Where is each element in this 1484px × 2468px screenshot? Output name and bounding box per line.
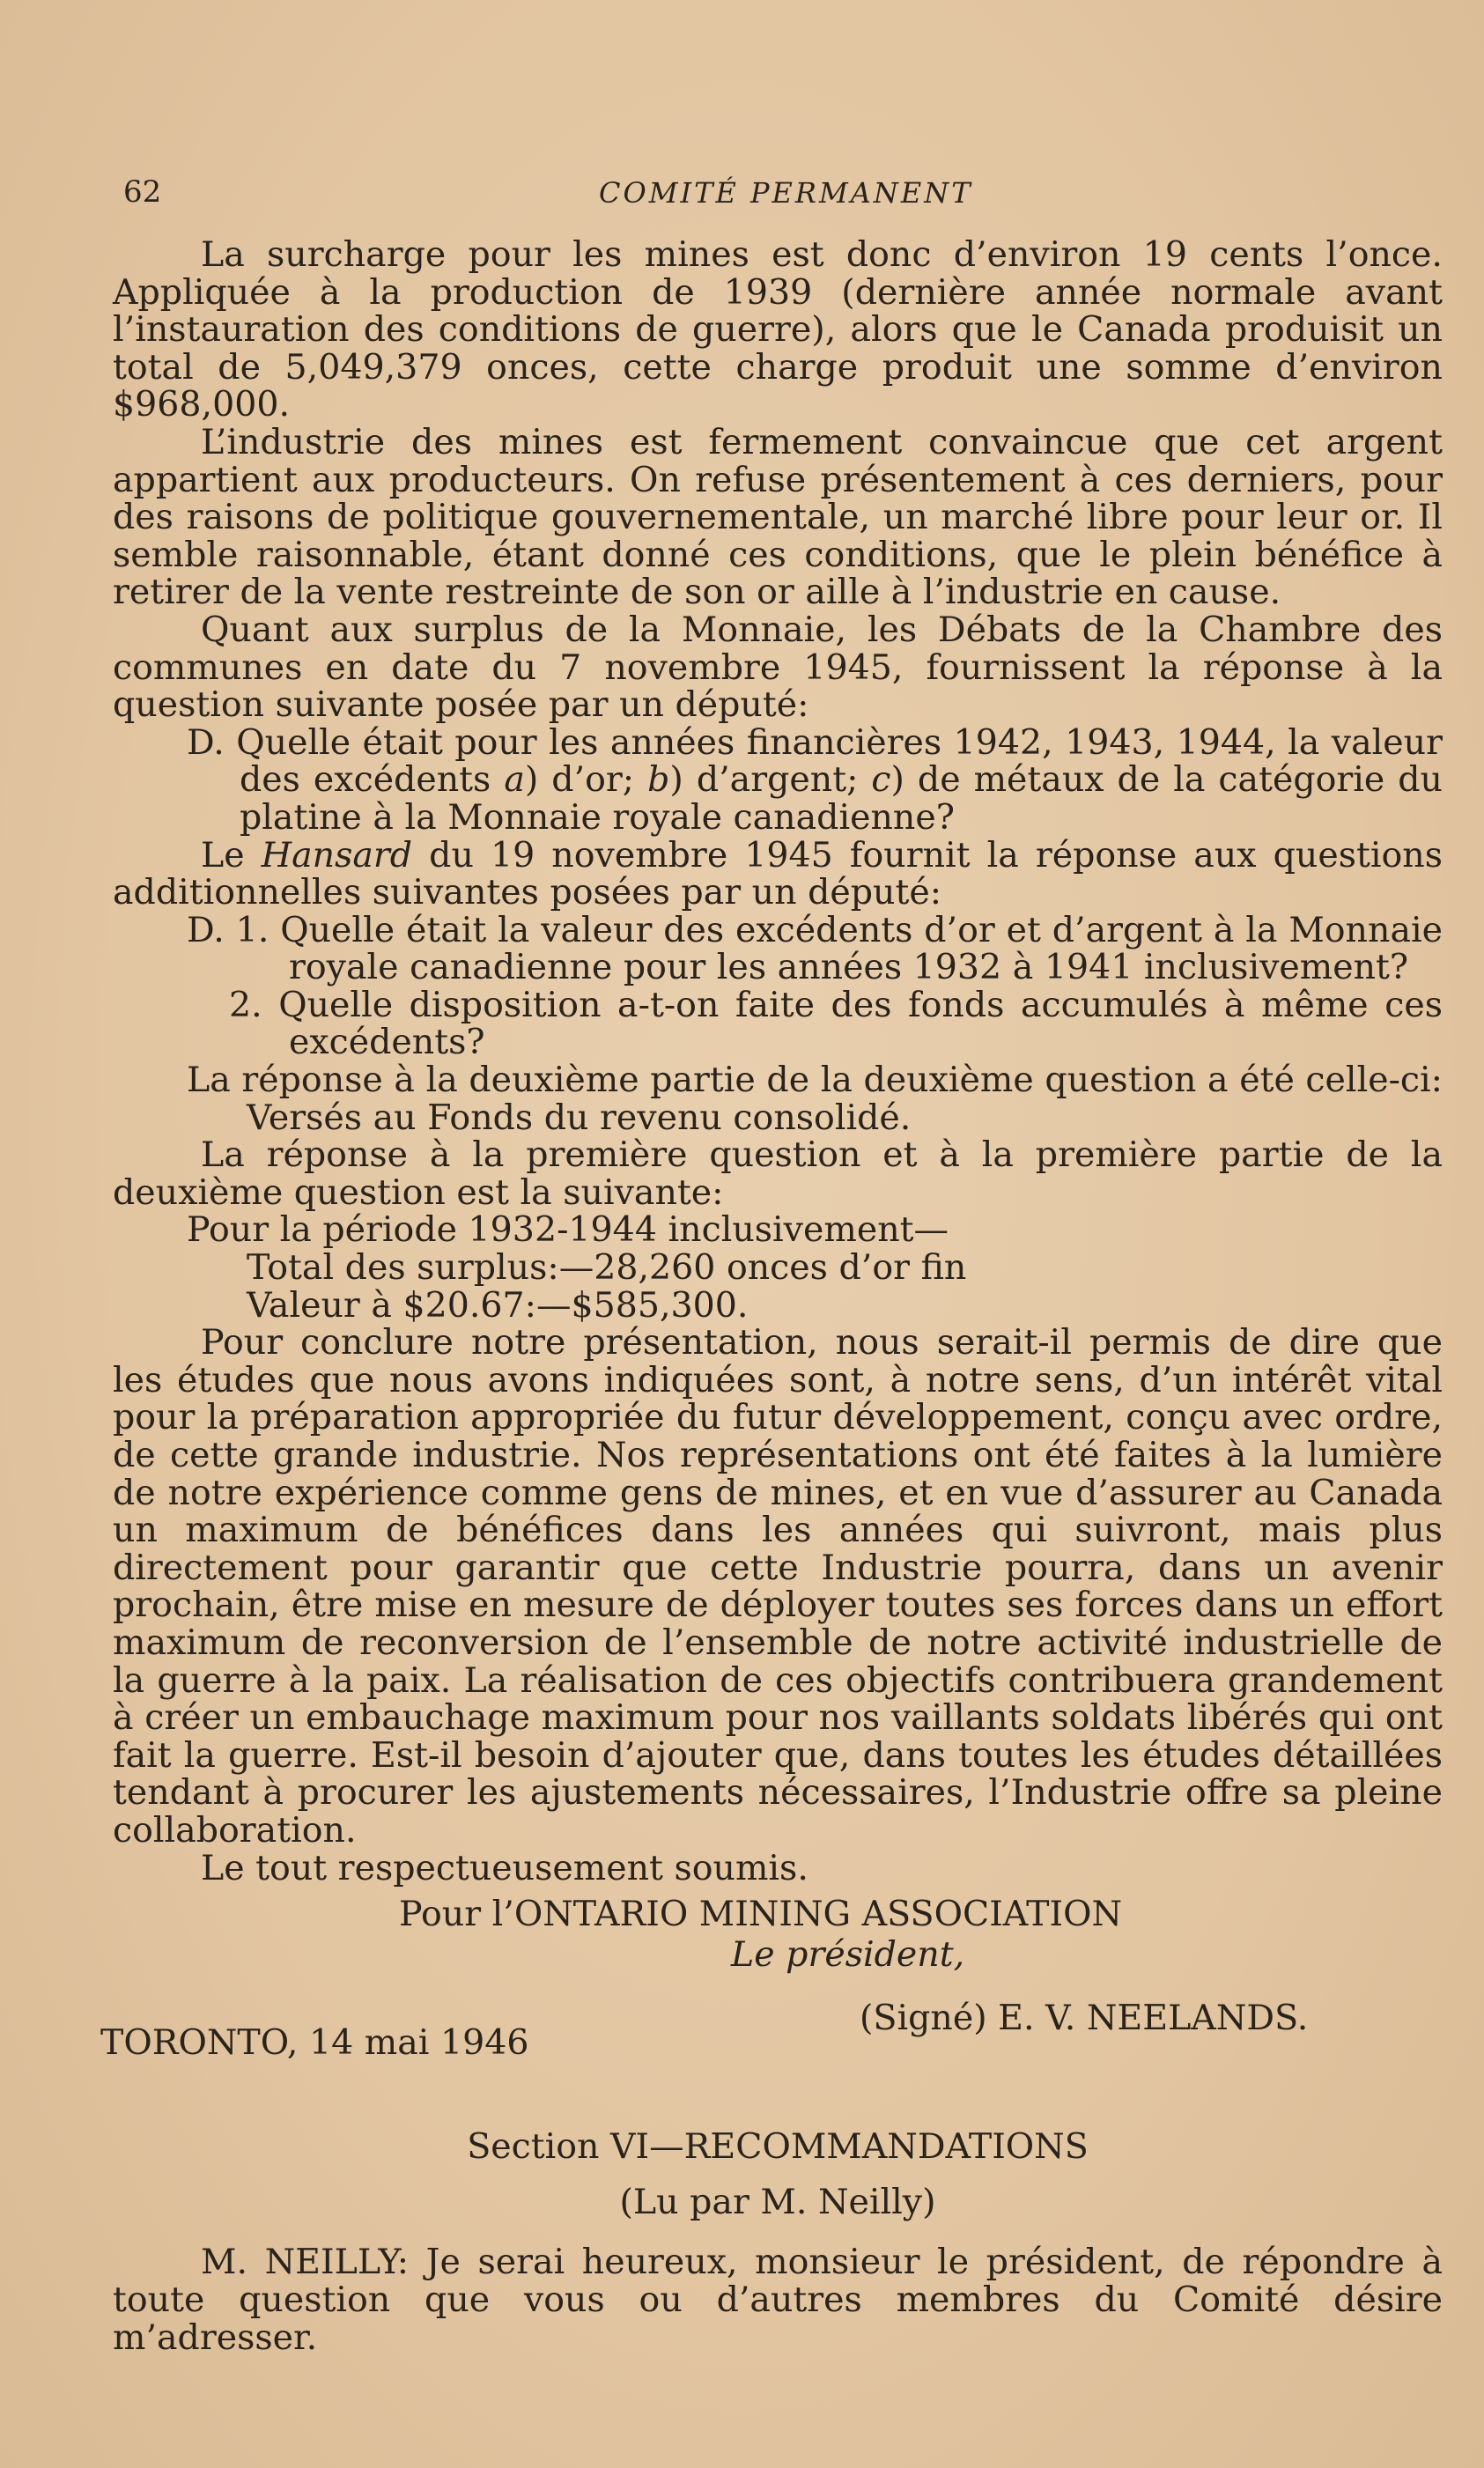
page-number: 62 [123, 174, 162, 210]
running-head: COMITÉ PERMANENT [599, 176, 973, 210]
question-1-suffix: ) de métaux de la catégorie du platine à la Monnaie royale canadienne? [240, 759, 1443, 838]
paragraph-conclusion: Pour conclure notre présentation, nous serait-il permis de dire que les études que nous avons indiquées sont, à notre sens, d’un intérêt vital pour la préparation appropriée du futur développement, conçu avec ordre, de cette grande industrie. Nos représentations ont été faites à la lumière de notre expérience comme gens de mines, et en vue d’assurer au Canada un maximum de bénéfices dans les années qui suivront, mais plus directement pour garantir que cette Industrie pourra, dans un avenir prochain, être mise en mesure de déployer toutes ses forces dans un effort maximum de reconversion de l’ensemble de notre activité industrielle de la guerre à la paix. La réalisation de ces objectifs contribuera grandement à créer un embauchage maximum pour nos vaillants soldats libérés qui ont fait la guerre. Est-il besoin d’ajouter que, dans toutes les études détaillées tendant à procurer les ajustements nécessaires, l’Industrie offre sa pleine collaboration. [113, 1322, 1443, 1851]
question-2-item-1: D. 1. Quelle était la valeur des excédents d’or et d’argent à la Monnaie royale canadienne pour les années 1932 à 1941 inclusivement? [187, 909, 1443, 988]
question-2-item-2: 2. Quelle disposition a-t-on faite des fonds accumulés à même ces excédents? [229, 984, 1443, 1063]
question-1-b: b [647, 759, 670, 801]
paragraph-industrie: L’industrie des mines est fermement convaincue que cet argent appartient aux producteurs. On refuse présentement à ces derniers, pour des raisons de politique gouvernementale, un marché libre pour leur or. Il semble raisonnable, étant donné ces conditions, que le plein bénéfice à retirer de la vente restreinte de son or aille à l’industrie en cause. [113, 421, 1443, 613]
question-1 [187, 721, 1443, 838]
paragraph-surcharge: La surcharge pour les mines est donc d’environ 19 cents l’once. Appliquée à la production de 1939 (dernière année normale avant l’instauration des conditions de guerre), alors que le Canada produisit un total de 5,049,379 onces, cette charge produit une somme d’environ $968,000. [113, 234, 1443, 425]
signature-name: (Signé) E. V. NEELANDS. [860, 1998, 1309, 2039]
question-1-mid2: ) d’argent; [669, 759, 872, 801]
paragraph-neilly [113, 2243, 1443, 2356]
question-1-mid1: ) d’or; [524, 759, 648, 801]
hansard-prefix: Le [201, 834, 262, 876]
question-1-a: a [504, 759, 525, 801]
answer-period: Pour la période 1932-1944 inclusivement— [187, 1209, 949, 1251]
question-1-c: c [871, 759, 891, 801]
paragraph-submitted: Le tout respectueusement soumis. [201, 1847, 808, 1888]
hansard-title: Hansard [261, 834, 413, 876]
paragraph-surplus-monnaie: Quant aux surplus de la Monnaie, les Débats de la Chambre des communes en date du 7 novembre 1945, fournissent la réponse à la question suivante posée par un député: [113, 609, 1443, 726]
section-subtitle: (Lu par M. Neilly) [619, 2181, 936, 2222]
speaker-name: M. NEILLY: [201, 2242, 410, 2283]
hansard-suffix: du 19 novembre 1945 fournit la réponse aux questions additionnelles suivantes posées par un député: [113, 834, 1443, 913]
section-title: Section VI—RECOMMANDATIONS [467, 2126, 1089, 2168]
page-header [123, 174, 1444, 218]
speaker-text: Je serai heureux, monsieur le président, de répondre à toute question que vous ou d’autres membres du Comité désire m’adresser. [113, 2242, 1443, 2358]
question-2-list [187, 909, 1443, 1063]
place-date: TORONTO, 14 mai 1946 [100, 2022, 529, 2064]
signature-role: Le président, [731, 1934, 965, 1976]
answer-total: Total des surplus:—28,260 onces d’or fin [247, 1247, 967, 1289]
body-text [100, 234, 1443, 2358]
question-1-text: D. Quelle était pour les années financières 1942, 1943, 1944, la valeur des excédents [187, 721, 1443, 801]
answer-second-part: La réponse à la deuxième partie de la deuxième question a été celle-ci: Versés au Fonds du revenu consolidé. [187, 1060, 1443, 1138]
answer-valeur: Valeur à $20.67:—$585,300. [247, 1284, 749, 1326]
signature-block [100, 1887, 1443, 2107]
paragraph-hansard [113, 834, 1443, 913]
signature-association: Pour l’ONTARIO MINING ASSOCIATION [399, 1894, 1123, 1935]
answer-first-question: La réponse à la première question et à la première partie de la deuxième question est la suivante: [113, 1134, 1443, 1213]
